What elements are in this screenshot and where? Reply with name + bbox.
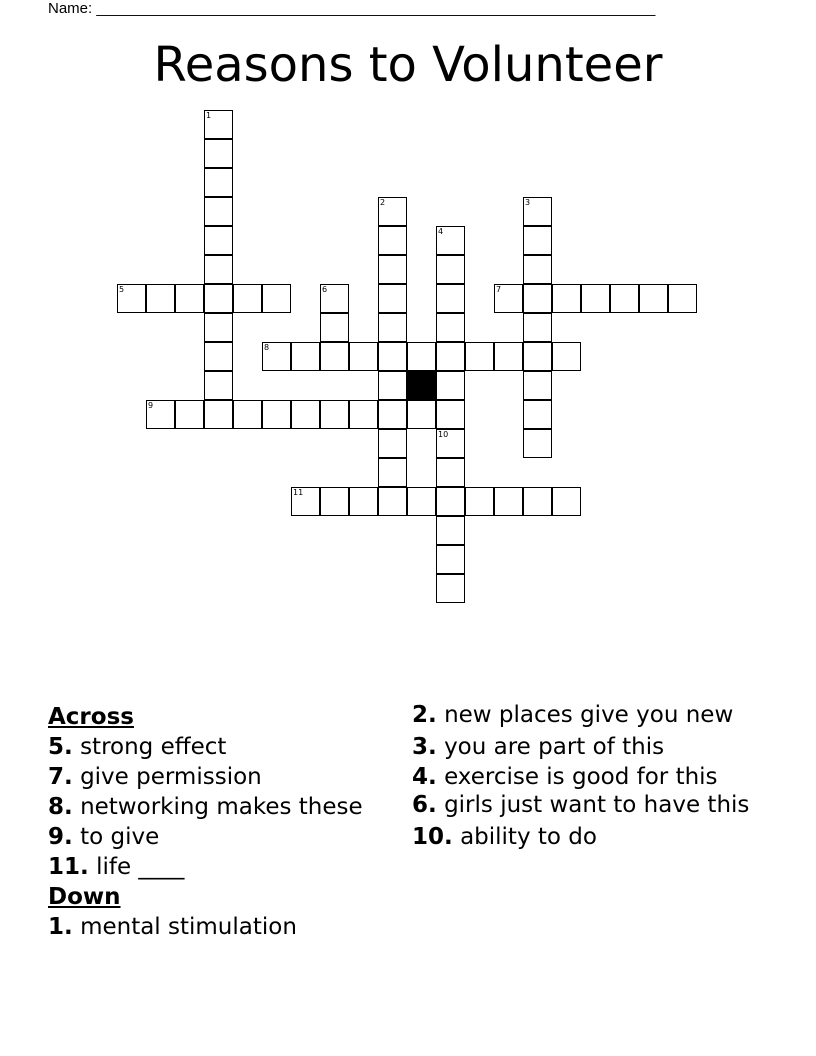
crossword-cell[interactable]	[436, 284, 465, 313]
crossword-cell[interactable]	[668, 284, 697, 313]
crossword-cell[interactable]	[204, 342, 233, 371]
crossword-cell[interactable]	[494, 284, 523, 313]
crossword-cell[interactable]	[523, 313, 552, 342]
clue-text: girls just want to have this	[444, 792, 750, 818]
page-title: Reasons to Volunteer	[153, 37, 663, 93]
clue-number-label: 7	[496, 285, 502, 294]
crossword-cell[interactable]	[436, 255, 465, 284]
down-clue-1	[48, 912, 388, 942]
clue-number: 11.	[48, 854, 89, 880]
across-clue-7	[48, 762, 388, 792]
crossword-cell[interactable]	[436, 574, 465, 603]
crossword-cell[interactable]	[552, 284, 581, 313]
crossword-cell[interactable]	[204, 313, 233, 342]
crossword-cell[interactable]	[320, 313, 349, 342]
clue-number-label: 11	[293, 488, 304, 497]
crossword-cell[interactable]	[523, 226, 552, 255]
clues-column-right	[412, 702, 752, 852]
clue-number-label: 6	[322, 285, 328, 294]
across-clue-8	[48, 792, 388, 822]
crossword-cell[interactable]	[523, 197, 552, 226]
clue-number: 10.	[412, 824, 453, 850]
crossword-cell[interactable]	[523, 429, 552, 458]
crossword-cell[interactable]	[494, 342, 523, 371]
clue-text: life ____	[96, 854, 185, 880]
clue-number: 8.	[48, 794, 73, 820]
crossword-cell[interactable]	[436, 342, 465, 371]
crossword-cell[interactable]	[291, 342, 320, 371]
crossword-cell[interactable]	[320, 284, 349, 313]
crossword-cell[interactable]	[378, 429, 407, 458]
clue-number: 9.	[48, 824, 73, 850]
crossword-cell[interactable]	[117, 284, 146, 313]
crossword-cell[interactable]	[320, 400, 349, 429]
clues-column-left	[48, 702, 388, 942]
clue-text: ability to do	[460, 824, 597, 850]
name-line: Name: ___________________________________________________________________	[48, 0, 656, 17]
clue-number-label: 2	[380, 198, 386, 207]
crossword-cell[interactable]	[378, 313, 407, 342]
crossword-cell[interactable]	[465, 487, 494, 516]
clue-text: new places give you new	[444, 702, 734, 728]
crossword-cell[interactable]	[523, 342, 552, 371]
crossword-cell[interactable]	[378, 197, 407, 226]
crossword-cell[interactable]	[407, 400, 436, 429]
down-clue-6	[412, 792, 752, 818]
clue-text: exercise is good for this	[444, 764, 718, 790]
crossword-cell[interactable]	[291, 487, 320, 516]
crossword-cell[interactable]	[436, 516, 465, 545]
clue-number-label: 9	[148, 401, 154, 410]
crossword-cell[interactable]	[378, 371, 407, 400]
crossword-cell[interactable]	[378, 487, 407, 516]
clue-number: 2.	[412, 702, 437, 728]
crossword-cell[interactable]	[146, 284, 175, 313]
clue-number: 6.	[412, 792, 437, 818]
crossword-cell[interactable]	[407, 487, 436, 516]
crossword-cell[interactable]	[204, 110, 233, 139]
crossword-cell[interactable]	[349, 487, 378, 516]
crossword-cell[interactable]	[349, 342, 378, 371]
down-clue-2	[412, 702, 752, 728]
across-heading: Across	[48, 704, 134, 730]
crossword-cell[interactable]	[523, 371, 552, 400]
crossword-cell[interactable]	[436, 545, 465, 574]
clue-number: 1.	[48, 914, 73, 940]
crossword-cell[interactable]	[204, 255, 233, 284]
clue-text: networking makes these	[80, 794, 363, 820]
crossword-cell[interactable]	[175, 284, 204, 313]
across-clue-11	[48, 852, 388, 882]
crossword-cell[interactable]	[349, 400, 378, 429]
clue-number-label: 5	[119, 285, 125, 294]
clue-text: to give	[80, 824, 160, 850]
crossword-cell[interactable]	[436, 487, 465, 516]
clue-number-label: 8	[264, 343, 270, 352]
black-square	[407, 371, 436, 400]
crossword-cell[interactable]	[204, 226, 233, 255]
clue-number-label: 3	[525, 198, 531, 207]
crossword-cell[interactable]	[378, 342, 407, 371]
crossword-cell[interactable]	[523, 255, 552, 284]
clue-number: 3.	[412, 734, 437, 760]
crossword-cell[interactable]	[523, 487, 552, 516]
crossword-cell[interactable]	[204, 168, 233, 197]
across-clue-5	[48, 732, 388, 762]
clue-text: give permission	[80, 764, 262, 790]
crossword-cell[interactable]	[233, 400, 262, 429]
crossword-cell[interactable]	[320, 342, 349, 371]
crossword-cell[interactable]	[639, 284, 668, 313]
across-clue-9	[48, 822, 388, 852]
clue-number: 5.	[48, 734, 73, 760]
crossword-cell[interactable]	[262, 284, 291, 313]
clue-number-label: 1	[206, 111, 212, 120]
crossword-cell[interactable]	[436, 226, 465, 255]
clue-number: 4.	[412, 764, 437, 790]
crossword-cell[interactable]	[552, 487, 581, 516]
crossword-cell[interactable]	[204, 371, 233, 400]
crossword-cell[interactable]	[378, 458, 407, 487]
crossword-cell[interactable]	[407, 342, 436, 371]
crossword-cell[interactable]	[204, 197, 233, 226]
crossword-cell[interactable]	[436, 458, 465, 487]
clue-text: strong effect	[80, 734, 227, 760]
clue-text: you are part of this	[444, 734, 665, 760]
crossword-cell[interactable]	[378, 255, 407, 284]
crossword-cell[interactable]	[378, 400, 407, 429]
crossword-cell[interactable]	[262, 342, 291, 371]
crossword-cell[interactable]	[436, 371, 465, 400]
clue-number: 7.	[48, 764, 73, 790]
crossword-cell[interactable]	[233, 284, 262, 313]
crossword-cell[interactable]	[204, 284, 233, 313]
crossword-cell[interactable]	[581, 284, 610, 313]
crossword-cell[interactable]	[610, 284, 639, 313]
crossword-cell[interactable]	[436, 429, 465, 458]
crossword-cell[interactable]	[494, 487, 523, 516]
crossword-cell[interactable]	[378, 226, 407, 255]
crossword-cell[interactable]	[436, 400, 465, 429]
crossword-cell[interactable]	[291, 400, 320, 429]
crossword-cell[interactable]	[523, 284, 552, 313]
clue-text: mental stimulation	[80, 914, 297, 940]
down-clue-4	[412, 762, 752, 792]
crossword-cell[interactable]	[378, 284, 407, 313]
crossword-cell[interactable]	[523, 400, 552, 429]
crossword-cell[interactable]	[552, 342, 581, 371]
crossword-cell[interactable]	[262, 400, 291, 429]
crossword-cell[interactable]	[175, 400, 204, 429]
crossword-cell[interactable]	[146, 400, 175, 429]
down-clue-3	[412, 732, 752, 762]
clue-number-label: 4	[438, 227, 444, 236]
clue-number-label: 10	[438, 430, 449, 439]
crossword-cell[interactable]	[436, 313, 465, 342]
down-heading: Down	[48, 884, 121, 910]
crossword-cell[interactable]	[465, 342, 494, 371]
crossword-cell[interactable]	[204, 139, 233, 168]
down-clue-10	[412, 822, 752, 852]
crossword-cell[interactable]	[204, 400, 233, 429]
crossword-cell[interactable]	[320, 487, 349, 516]
